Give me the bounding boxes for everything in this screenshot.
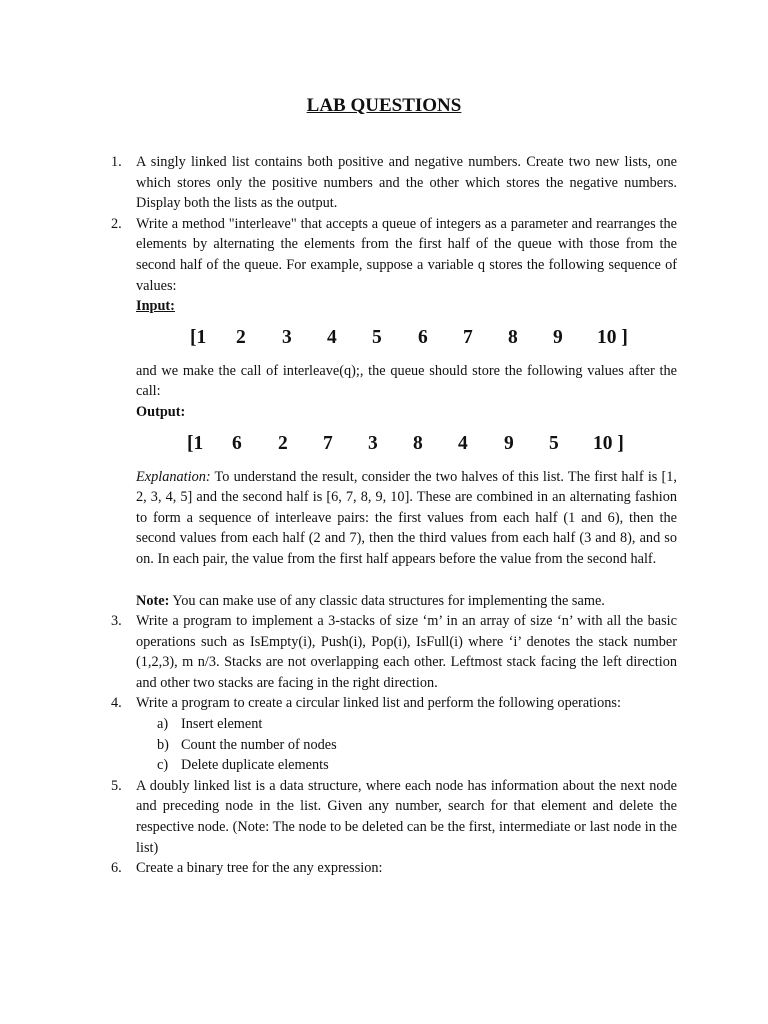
note-text: You can make use of any classic data structures for implementing the same.	[169, 592, 605, 609]
questions-list	[111, 152, 677, 879]
question-text: A singly linked list contains both positive and negative numbers. Create two new lists, one which stores only the positive numbers and the other which stores the negative numbers. Display both the lists as the output.	[136, 154, 677, 212]
seq-value: 8	[413, 432, 423, 454]
question-text: Create a binary tree for the any expression:	[136, 860, 383, 877]
input-sequence	[136, 317, 677, 361]
explanation-text: To understand the result, consider the two halves of this list. The first half is [1, 2, 3, 4, 5] and the second half is [6, 7, 8, 9, 10]. These are combined in an alternating fashion to form a sequence of interleave pairs: the first values from each half (1 and 6), then the second values from each half (2 and 7), then the third values from each half (3 and 8), and so on. In each pair, the value from the first half appears before the value from the second half.	[136, 468, 677, 567]
question-1	[111, 152, 677, 214]
seq-value: 7	[463, 326, 473, 348]
explanation-label: Explanation:	[136, 468, 211, 485]
seq-value: 4	[327, 326, 337, 348]
question-number: 2.	[111, 215, 122, 232]
question-2	[111, 214, 677, 611]
seq-value: 4	[458, 432, 468, 454]
question-number: 4.	[111, 695, 122, 712]
seq-value: 2	[236, 326, 246, 348]
output-label: Output:	[136, 403, 186, 420]
sub-item-text: Insert element	[181, 716, 263, 733]
question-text: Write a method "interleave" that accepts a queue of integers as a parameter and rearranges the elements by alternating the elements from the first half of the queue with those from the second half of the queue. For example, suppose a variable q stores the following sequence of values:	[136, 215, 677, 294]
question-number: 6.	[111, 860, 122, 877]
question-text: Write a program to implement a 3-stacks of size ‘m’ in an array of size ‘n’ with all the basic operations such as IsEmpty(i), Push(i), Pop(i), IsFull(i) where ‘i’ denotes the stack number (1,2,3), m n/3. Stacks are not overlapping each other. Leftmost stack facing the left direction and other two stacks are facing in the right direction.	[136, 613, 677, 691]
seq-value: 6	[232, 432, 242, 454]
question-4	[111, 693, 677, 775]
sub-item	[136, 735, 677, 756]
question-6	[111, 858, 677, 879]
sub-item-letter: c)	[157, 757, 169, 774]
sub-item-letter: a)	[157, 716, 169, 733]
seq-value: 6	[418, 326, 428, 348]
note-label: Note:	[136, 592, 170, 609]
seq-value: 9	[504, 432, 514, 454]
seq-value: [1	[190, 326, 207, 348]
question-text: Write a program to create a circular linked list and perform the following operations:	[136, 695, 621, 712]
question-number: 1.	[111, 154, 122, 170]
sub-item-text: Count the number of nodes	[181, 736, 337, 753]
question-5	[111, 776, 677, 858]
sub-item	[136, 755, 677, 776]
seq-value: [1	[187, 432, 204, 454]
page-title: LAB QUESTIONS	[306, 95, 462, 116]
seq-value: 5	[372, 326, 382, 348]
seq-value: 3	[368, 432, 378, 454]
question-number: 3.	[111, 613, 122, 630]
question-3	[111, 611, 677, 693]
seq-value: 3	[282, 326, 292, 348]
note	[136, 591, 677, 612]
seq-value: 2	[278, 432, 288, 454]
sub-item-text: Delete duplicate elements	[181, 757, 329, 774]
seq-value: 9	[553, 326, 563, 348]
explanation	[136, 467, 677, 570]
question-number: 5.	[111, 777, 122, 794]
sub-item	[136, 714, 677, 735]
seq-value: 8	[508, 326, 518, 348]
seq-value: 5	[549, 432, 559, 454]
question-text: A doubly linked list is a data structure, where each node has information about the next node and preceding node in the list. Given any number, search for that element and delete the respective node. (Note: The node to be deleted can be the first, intermediate or last node in the list)	[136, 777, 677, 856]
seq-value: 10 ]	[593, 432, 624, 454]
seq-value: 7	[323, 432, 333, 454]
output-sequence	[136, 423, 677, 467]
sub-item-letter: b)	[157, 736, 169, 753]
seq-value: 10 ]	[597, 326, 628, 348]
question-text: and we make the call of interleave(q);, the queue should store the following values after the call:	[136, 362, 677, 400]
input-label: Input:	[136, 298, 175, 315]
